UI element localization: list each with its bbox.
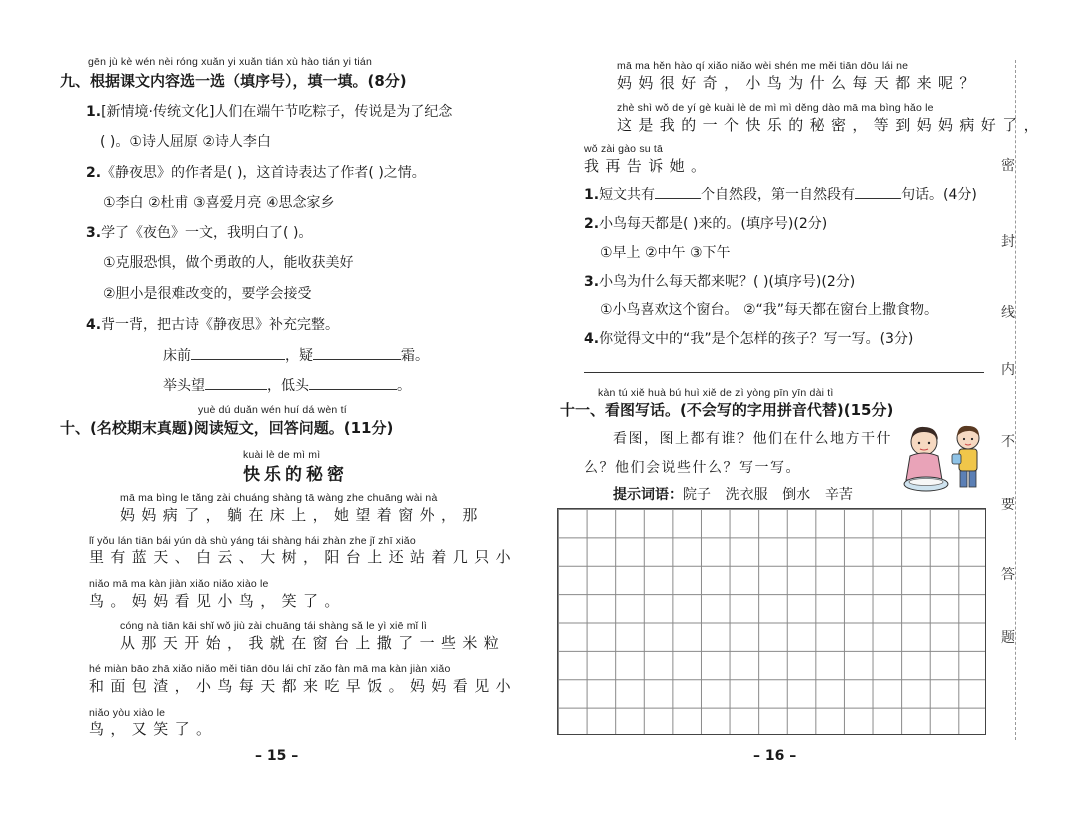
page-number-left: – 15 – (255, 748, 299, 764)
q9-item-2-options: ①李白 ②杜甫 ③喜爱月亮 ④思念家乡 (103, 195, 335, 211)
story-line-3: 鸟。妈妈看见小鸟，笑了。 (89, 592, 346, 610)
story-line-3-pinyin: niǎo mā ma kàn jiàn xiǎo niǎo xiào le (89, 578, 269, 590)
story-line-6-pinyin: niǎo yòu xiào le (89, 707, 166, 719)
hint-words: 提示词语：院子 洗衣服 倒水 辛苦 (613, 487, 853, 503)
poem-blank-1[interactable] (191, 347, 285, 360)
right-story-line-2-pinyin: zhè shì wǒ de yí gè kuài lè de mì mì děng dào mā ma bìng hǎo le (617, 102, 934, 114)
seal-char: 密 (1001, 158, 1015, 174)
writing-grid[interactable] (557, 508, 986, 735)
q10-question-2-options: ①早上 ②中午 ③下午 (600, 245, 731, 261)
story-line-6: 鸟，又笑了。 (89, 720, 218, 738)
seal-char: 线 (1001, 305, 1015, 321)
poem-line-1: 床前 ，疑 霜。 (163, 348, 429, 364)
q9-title: 九、根据课文内容选一选（填序号），填一填。(8分) (60, 72, 407, 90)
poem-blank-3[interactable] (205, 377, 267, 390)
q10-title: 十、(名校期末真题)阅读短文，回答问题。(11分) (60, 419, 394, 437)
seal-char: 要 (1001, 497, 1015, 513)
writing-prompt-illustration (896, 420, 990, 498)
q10-question-2: 2.小鸟每天都是( )来的。(填序号)(2分) (584, 216, 828, 232)
sentence-count-blank[interactable] (855, 186, 901, 199)
hint-word: 院子 (683, 487, 711, 503)
page-divider (540, 0, 541, 814)
right-story-line-3: 我再告诉她。 (584, 157, 713, 175)
poem-blank-2[interactable] (313, 347, 401, 360)
story-line-2-pinyin: lǐ yǒu lán tiān bái yún dà shù yáng tái shàng hái zhàn zhe jǐ zhī xiǎo (89, 535, 416, 547)
q9-item-1-options: ( )。①诗人屈原 ②诗人李白 (100, 134, 271, 150)
q11-pinyin: kàn tú xiě huà bú huì xiě de zì yòng pīn yīn dài tì (598, 387, 834, 399)
seal-char: 不 (1001, 434, 1015, 450)
q9-item-3-option-2: ②胆小是很难改变的，要学会接受 (103, 286, 312, 302)
seal-char: 内 (1001, 362, 1015, 378)
q10-question-3-options: ①小鸟喜欢这个窗台。 ②“我”每天都在窗台上撒食物。 (600, 302, 939, 318)
hint-word: 辛苦 (824, 487, 853, 503)
seal-char: 封 (1001, 234, 1015, 250)
story-line-4: 从那天开始，我就在窗台上撒了一些米粒 (120, 634, 506, 652)
story-line-1: 妈妈病了，躺在床上，她望着窗外，那 (120, 506, 484, 524)
right-story-line-1: 妈妈很好奇，小鸟为什么每天都来呢？ (617, 74, 981, 92)
story-line-1-pinyin: mā ma bìng le tǎng zài chuáng shàng tā wàng zhe chuāng wài nà (120, 492, 438, 504)
poem-blank-4[interactable] (309, 377, 397, 390)
story-line-5-pinyin: hé miàn bāo zhā xiǎo niǎo měi tiān dōu lái chī zǎo fàn mā ma kàn jiàn xiǎo (89, 663, 451, 675)
q11-instruction-2: 么？他们会说些什么？写一写。 (584, 460, 801, 476)
story-title: 快乐的秘密 (243, 465, 348, 485)
hint-word: 洗衣服 (725, 487, 768, 503)
paragraph-count-blank[interactable] (655, 186, 701, 199)
seal-char: 答 (1001, 567, 1015, 583)
story-line-4-pinyin: cóng nà tiān kāi shǐ wǒ jiù zài chuāng tái shàng sǎ le yì xiē mǐ lì (120, 620, 427, 632)
q10-question-3: 3.小鸟为什么每天都来呢？( )(填序号)(2分) (584, 274, 856, 290)
hint-word: 倒水 (782, 487, 811, 503)
q9-item-4: 4.背一背，把古诗《静夜思》补充完整。 (86, 317, 340, 333)
story-line-2: 里有蓝天、白云、大树，阳台上还站着几只小 (89, 548, 518, 566)
story-line-5: 和面包渣，小鸟每天都来吃早饭。妈妈看见小 (89, 677, 518, 695)
right-story-line-1-pinyin: mā ma hěn hào qí xiǎo niǎo wèi shén me měi tiān dōu lái ne (617, 60, 909, 72)
seal-line (1015, 60, 1016, 740)
right-story-line-3-pinyin: wǒ zài gào su tā (584, 143, 664, 155)
story-title-pinyin: kuài lè de mì mì (243, 449, 321, 461)
q10-question-1: 1.短文共有 个自然段，第一自然段有 句话。(4分) (584, 187, 977, 203)
q11-title: 十一、看图写话。(不会写的字用拼音代替)(15分) (560, 401, 894, 419)
q9-item-3: 3.学了《夜色》一文，我明白了( )。 (86, 225, 313, 241)
q9-pinyin: gēn jù kè wén nèi róng xuǎn yi xuǎn tián xù hào tián yi tián (88, 56, 373, 68)
q9-item-2: 2.《静夜思》的作者是( )，这首诗表达了作者( )之情。 (86, 165, 426, 181)
q9-item-1: 1.[新情境·传统文化]人们在端午节吃粽子，传说是为了纪念 (86, 104, 453, 120)
q10-pinyin: yuè dú duǎn wén huí dá wèn tí (198, 404, 347, 416)
q11-instruction-1: 看图，图上都有谁？他们在什么地方干什 (613, 431, 892, 447)
q9-item-3-option-1: ①克服恐惧，做个勇敢的人，能收获美好 (103, 255, 354, 271)
right-story-line-2: 这是我的一个快乐的秘密，等到妈妈病好了， (617, 116, 1046, 134)
seal-char: 题 (1001, 630, 1015, 646)
poem-line-2: 举头望 ，低头 。 (163, 378, 411, 394)
answer-line[interactable] (584, 372, 984, 373)
page-number-right: – 16 – (753, 748, 797, 764)
q10-question-4: 4.你觉得文中的“我”是个怎样的孩子？写一写。(3分) (584, 331, 914, 347)
